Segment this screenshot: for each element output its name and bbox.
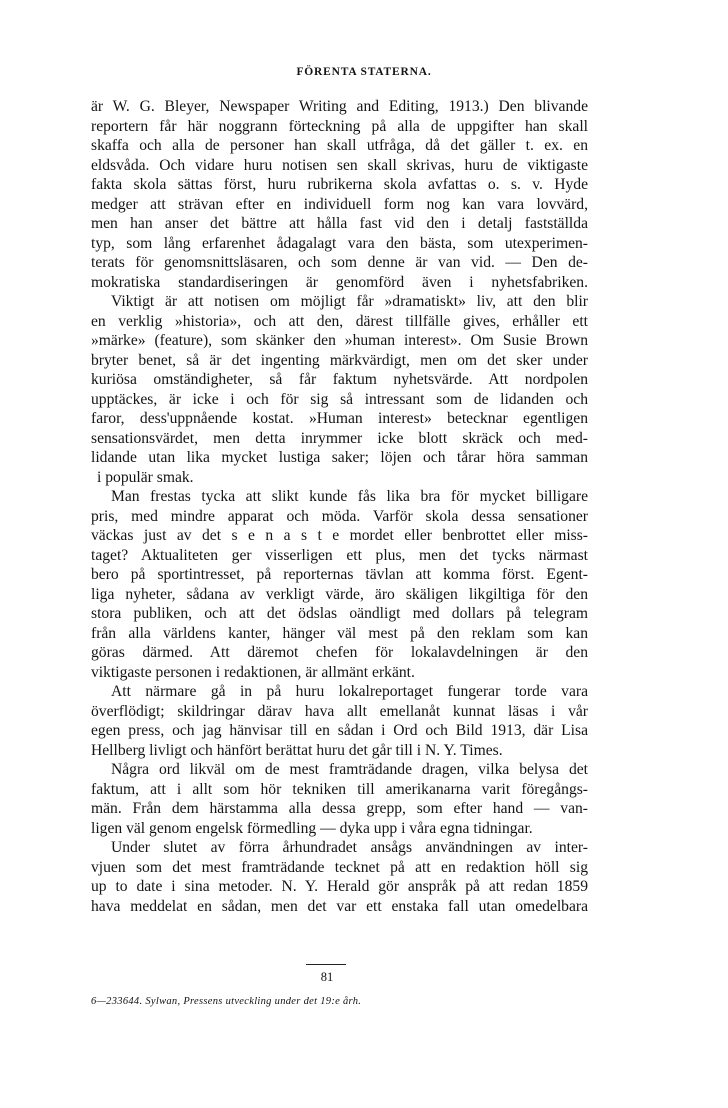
- running-head: FÖRENTA STATERNA.: [296, 66, 432, 78]
- text-line: taget? Aktualiteten ger visserligen ett plus, men det tycks närmast: [91, 546, 588, 564]
- text-line: pris, med mindre apparat och möda. Varför skola dessa sensationer: [91, 507, 588, 525]
- text-line: vjuen som det mest framträdande tecknet på att en redaktion höll sig: [91, 858, 588, 876]
- text-line: väckas just av det s e n a s t e mordet eller benbrottet eller miss-: [91, 527, 588, 544]
- printer-signature: 6—233644. Sylwan, Pressens utveckling under det 19:e årh.: [91, 996, 362, 1007]
- text-line: fakta skola sättas först, huru rubrikerna skola avfattas o. s. v. Hyde: [91, 176, 588, 193]
- folio-rule: [306, 964, 346, 965]
- text-line: faktum, att i allt som hör tekniken till amerikanarna varit föregångs-: [91, 780, 588, 798]
- text-line: faror, dess'uppnående kostat. »Human interest» betecknar egentligen: [91, 410, 588, 427]
- text-line: egen press, och jag hänvisar till en sådan i Ord och Bild 1913, där Lisa: [91, 722, 588, 739]
- text-line: bryter benet, så är det ingenting märkvärdigt, men om det sker under: [91, 351, 588, 369]
- text-line: stora publiken, och att det ödslas oändligt med dollars på telegram: [91, 605, 588, 622]
- text-line: Under slutet av förra århundradet ansågs användningen av inter-: [111, 839, 588, 856]
- text-line: up to date i sina metoder. N. Y. Herald gör anspråk på att redan 1859: [91, 878, 588, 895]
- text-line: sensationsvärdet, men detta inrymmer icke blott skräck och med-: [91, 429, 588, 447]
- text-line: Hellberg livligt och hänfört berättat huru det går till i N. Y. Times.: [91, 741, 503, 759]
- text-line: men han anser det bättre att hålla fast vid den i detalj fastställda: [91, 215, 588, 232]
- text-line: upptäckes, är icke i och för sig så intressant som de lidanden och: [91, 390, 588, 408]
- text-line: lidande utan lika mycket lustiga saker; löjen och tårar höra samman: [91, 449, 588, 466]
- text-line: är W. G. Bleyer, Newspaper Writing and Editing, 1913.) Den blivande: [91, 98, 588, 115]
- text-line: skaffa och alla de personer han skall utfråga, då det gäller t. ex. en: [91, 137, 588, 154]
- text-line: liga nyheter, sådana av verkligt värde, äro skäligen likgiltiga för den: [91, 585, 588, 603]
- text-line: kuriösa omständigheter, så får faktum nyhetsvärde. Att nordpolen: [91, 371, 588, 388]
- text-line: i populär smak.: [97, 468, 194, 486]
- text-line: män. Från dem härstamma alla dessa grepp, som efter hand — van-: [91, 800, 588, 817]
- text-line: hava meddelat en sådan, men det var ett enstaka fall utan omedelbara: [91, 897, 588, 915]
- text-line: från alla världens kanter, hänger väl mest på den reklam som kan: [91, 624, 588, 642]
- text-line: mokratiska standardiseringen är genomförd även i nyhetsfabriken.: [91, 273, 588, 291]
- text-line: överflödigt; skildringar därav hava allt emellanåt kunnat läsas i vår: [91, 702, 588, 720]
- body-text: [91, 97, 588, 916]
- text-line: medger att strävan efter en individuell form nog kan vara lovvärd,: [91, 195, 588, 213]
- text-line: Att närmare gå in på huru lokalreportaget fungerar torde vara: [111, 683, 588, 700]
- text-line: Man frestas tycka att slikt kunde fås lika bra för mycket billigare: [111, 488, 588, 505]
- page-number: 81: [320, 970, 334, 984]
- text-line: ligen väl genom engelsk förmedling — dyka upp i våra egna tidningar.: [91, 819, 533, 837]
- text-line: göras därmed. Att däremot chefen för lokalavdelningen är den: [91, 644, 588, 661]
- text-line: »märke» (feature), som skänker den »human interest». Om Susie Brown: [91, 332, 588, 349]
- text-line: Några ord likväl om de mest framträdande dragen, vilka belysa det: [111, 761, 588, 778]
- text-line: terats för genomsnittsläsaren, och som denne är van vid. — Den de-: [91, 254, 588, 271]
- text-line: en verklig »historia», och att den, därest tillfälle gives, erhåller ett: [91, 312, 588, 330]
- text-line: Viktigt är att notisen om möjligt får »dramatiskt» liv, att den blir: [111, 293, 588, 310]
- text-line: eldsvåda. Och vidare huru notisen sen skall skrivas, huru de viktigaste: [91, 156, 588, 174]
- text-line: reportern får här noggrann förteckning på alla de uppgifter han skall: [91, 117, 588, 135]
- text-line: typ, som lång erfarenhet ådagalagt vara den bästa, som utexperimen-: [91, 234, 588, 252]
- text-line: bero på sportintresset, på reporternas tävlan att komma först. Egent-: [91, 566, 588, 583]
- text-line: viktigaste personen i redaktionen, är allmänt erkänt.: [91, 663, 415, 681]
